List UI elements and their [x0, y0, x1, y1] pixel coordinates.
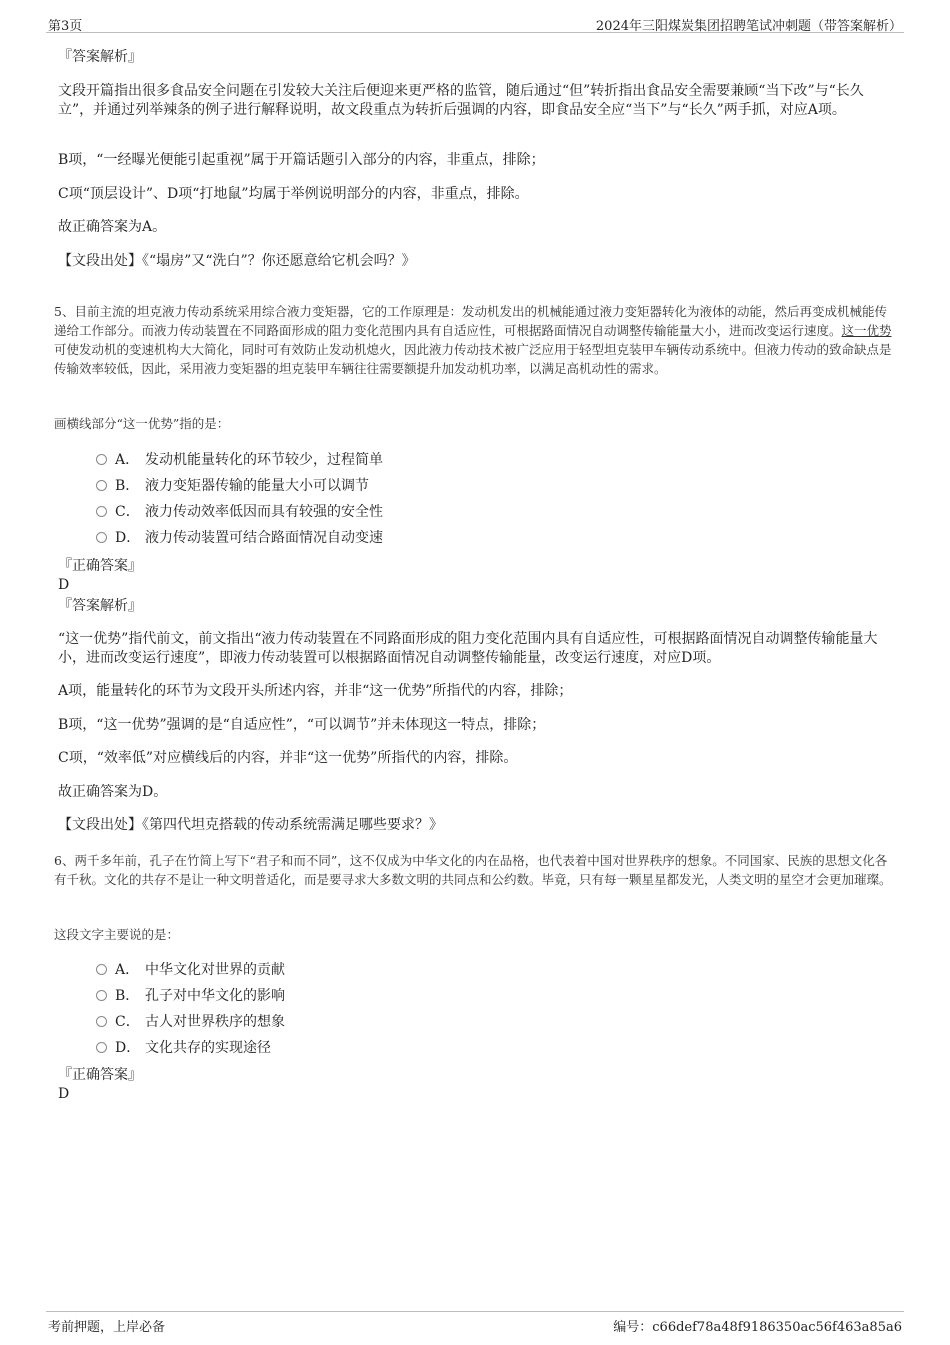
- q6-stem: 6、两千多年前，孔子在竹简上写下“君子和而不同”，这不仅成为中华文化的内在品格，也代表着中国对世界秩序的想象。不同国家、民族的思想文化各有千秋。文化的共存不是让一种文明普适化，而是要寻求大多数文明的共同点和公约数。毕竟，只有每一颗星星都发光，人类文明的星空才会更加璀璨。: [54, 853, 892, 887]
- q6-answer: D: [58, 1086, 70, 1102]
- q5-analysis-p2: A项，能量转化的环节为文段开头所述内容，并非“这一优势”所指代的内容，排除；: [58, 683, 573, 699]
- q4-analysis-p4: 故正确答案为A。: [58, 219, 167, 235]
- radio-icon[interactable]: [96, 480, 107, 491]
- q5-source: 【文段出处】《第四代坦克搭载的传动系统需满足哪些要求？》: [58, 817, 443, 833]
- footer-slogan: 考前押题，上岸必备: [48, 1320, 166, 1335]
- q5-answer: D: [58, 577, 70, 593]
- q5-analysis-p1: “这一优势”指代前文，前文指出“液力传动装置在不同路面形成的阻力变化范围内具有自适应性，可根据路面情况自动调整传输能量大小，进而改变运行速度”，即液力传动装置可以根据路面情况自动调整传输能量，改变运行速度，对应D项。: [58, 631, 878, 666]
- q4-analysis-p2: B项，“一经曝光便能引起重视”属于开篇话题引入部分的内容，非重点，排除；: [58, 152, 545, 168]
- q5-option-b[interactable]: B． 液力变矩器传输的能量大小可以调节: [96, 476, 369, 496]
- q5-analysis-p3: B项，“这一优势”强调的是“自适应性”，“可以调节”并未体现这一特点，排除；: [58, 717, 546, 733]
- radio-icon[interactable]: [96, 532, 107, 543]
- page-number: 第3页: [48, 19, 83, 34]
- q6-option-a[interactable]: A． 中华文化对世界的贡献: [96, 960, 285, 980]
- q5-stem-underline: 这一优势: [841, 323, 892, 338]
- radio-icon[interactable]: [96, 990, 107, 1001]
- q5-analysis-label: 『答案解析』: [58, 598, 142, 614]
- q5-option-c[interactable]: C． 液力传动效率低因而具有较强的安全性: [96, 502, 383, 522]
- q5-stem-before: 5、目前主流的坦克液力传动系统采用综合液力变矩器，它的工作原理是：发动机发出的机械能通过液力变矩器转化为液体的动能，然后再变成机械能传递给工作部分。而液力传动装置在不同路面形成的阻力变化范围内具有自适应性，可根据路面情况自动调整传输能量大小，进而改变运行速度。: [54, 304, 887, 338]
- q4-analysis-p3: C项“顶层设计”、D项“打地鼠”均属于举例说明部分的内容，非重点，排除。: [58, 186, 529, 202]
- q5-option-a[interactable]: A． 发动机能量转化的环节较少，过程简单: [96, 450, 383, 470]
- q6-option-b[interactable]: B． 孔子对中华文化的影响: [96, 986, 285, 1006]
- document-title: 2024年三阳煤炭集团招聘笔试冲刺题（带答案解析）: [595, 19, 902, 34]
- q5-stem: [54, 302, 894, 378]
- q6-option-c[interactable]: C． 古人对世界秩序的想象: [96, 1012, 285, 1032]
- document-code: 编号：c66def78a48f9186350ac56f463a85a6: [613, 1320, 902, 1335]
- q5-option-d[interactable]: D． 液力传动装置可结合路面情况自动变速: [96, 528, 383, 548]
- radio-icon[interactable]: [96, 454, 107, 465]
- q6-option-d[interactable]: D． 文化共存的实现途径: [96, 1038, 271, 1058]
- q5-answer-label: 『正确答案』: [58, 558, 142, 574]
- q4-analysis-label: 『答案解析』: [58, 49, 142, 65]
- radio-icon[interactable]: [96, 506, 107, 517]
- radio-icon[interactable]: [96, 1042, 107, 1053]
- radio-icon[interactable]: [96, 964, 107, 975]
- q5-question: 画横线部分“这一优势”指的是：: [54, 416, 230, 431]
- q6-answer-label: 『正确答案』: [58, 1067, 142, 1083]
- page-header: [46, 12, 904, 33]
- radio-icon[interactable]: [96, 1016, 107, 1027]
- q5-analysis-p4: C项，“效率低”对应横线后的内容，并非“这一优势”所指代的内容，排除。: [58, 750, 518, 766]
- q5-analysis-p5: 故正确答案为D。: [58, 784, 168, 800]
- page-footer: [46, 1311, 904, 1336]
- q6-question: 这段文字主要说的是：: [54, 927, 180, 942]
- q4-source: 【文段出处】《“塌房”又“洗白”？你还愿意给它机会吗？》: [58, 253, 416, 269]
- q5-stem-after: 可使发动机的变速机构大大简化，同时可有效防止发动机熄火，因此液力传动技术被广泛应用于轻型坦克装甲车辆传动系统中。但液力传动的致命缺点是传输效率较低，因此，采用液力变矩器的坦克装甲车辆往往需要额提升加发动机功率，以满足高机动性的需求。: [54, 342, 892, 376]
- q4-analysis-p1: 文段开篇指出很多食品安全问题在引发较大关注后便迎来更严格的监管，随后通过“但”转折指出食品安全需要兼顾“当下改”与“长久立”，并通过列举辣条的例子进行解释说明，故文段重点为转折后强调的内容，即食品安全应“当下”与“长久”两手抓，对应A项。: [58, 83, 864, 118]
